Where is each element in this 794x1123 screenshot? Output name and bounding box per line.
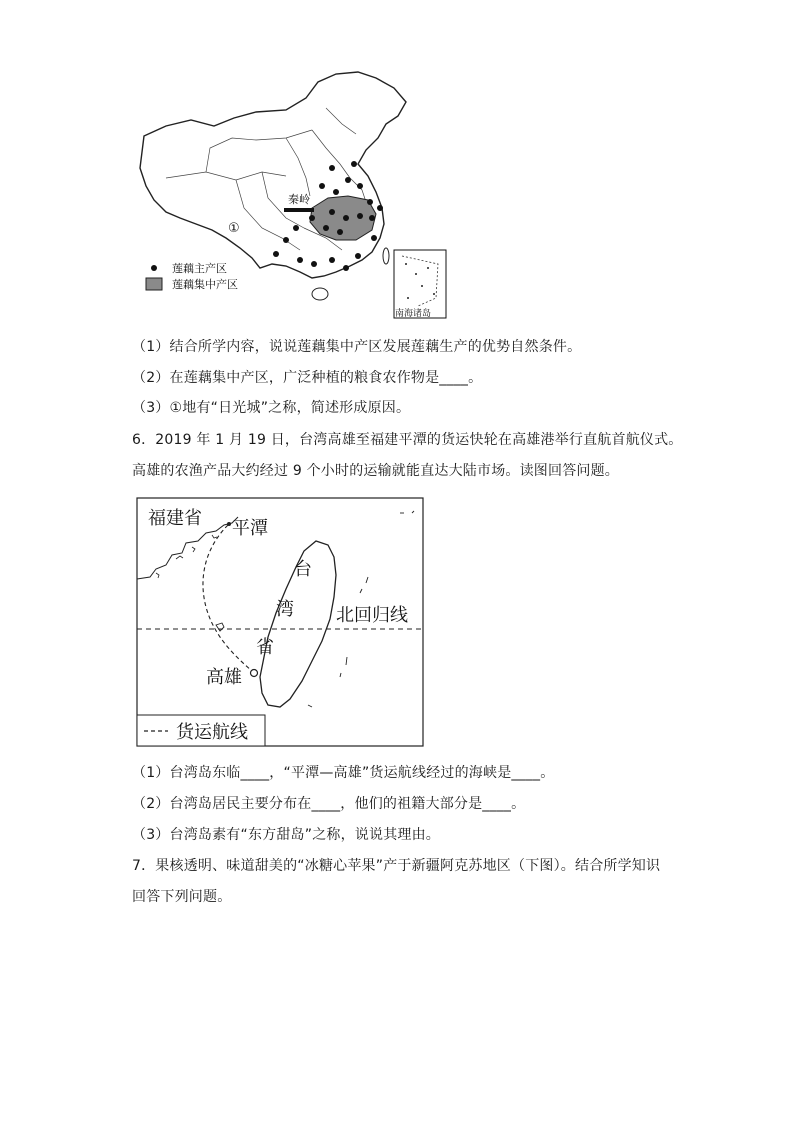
marker-1: ①: [228, 221, 240, 236]
q5-sub3: （3）①地有“日光城”之称，简述形成原因。: [132, 400, 411, 416]
china-outline: [140, 72, 406, 278]
kaohsiung-point: [251, 670, 258, 677]
tai-label: 台: [294, 559, 312, 580]
legend-concentrated-label: 莲藕集中产区: [172, 278, 238, 291]
q6-sub3: （3）台湾岛素有“东方甜岛”之称，说说其理由。: [132, 827, 441, 843]
fujian-label: 福建省: [148, 508, 202, 529]
taiwan-island: [383, 248, 389, 264]
q7-stem-line2: 回答下列问题。: [132, 889, 232, 905]
china-lotus-map: [136, 68, 448, 320]
hainan-island: [312, 288, 328, 300]
q5-sub1: （1）结合所学内容，说说莲藕集中产区发展莲藕生产的优势自然条件。: [132, 339, 582, 355]
inset-label: 南海诸岛: [395, 309, 432, 319]
qinling-bar: [284, 208, 314, 212]
legend-main-label: 莲藕主产区: [172, 262, 227, 275]
kaohsiung-label: 高雄: [206, 667, 242, 688]
inset-box: [394, 250, 446, 318]
q6-stem-line1: 6．2019 年 1 月 19 日，台湾高雄至福建平潭的货运快轮在高雄港举行直航首航仪式。: [132, 432, 683, 448]
legend-dot: [151, 265, 157, 271]
q7-stem-line1: 7．果核透明、味道甜美的“冰糖心苹果”产于新疆阿克苏地区（下图）。结合所学知识: [132, 858, 661, 874]
q5-sub2: （2）在莲藕集中产区，广泛种植的粮食农作物是____。: [132, 370, 483, 386]
q6-sub1: （1）台湾岛东临____，“平潭—高雄”货运航线经过的海峡是____。: [132, 765, 555, 781]
wan-label: 湾: [276, 599, 294, 620]
pingtan-label: 平潭: [232, 518, 268, 539]
route-legend-label: 货运航线: [176, 722, 248, 743]
qinling-label: 秦岭: [288, 193, 310, 206]
sheng-label: 省: [256, 637, 274, 658]
pingtan-point: [227, 522, 231, 526]
legend-swatch: [146, 278, 162, 290]
q6-stem-line2: 高雄的农渔产品大约经过 9 个小时的运输就能直达大陆市场。读图回答问题。: [132, 463, 620, 479]
tropic-label: 北回归线: [336, 605, 408, 626]
taiwan-route-map: [136, 497, 424, 747]
q6-sub2: （2）台湾岛居民主要分布在____，他们的祖籍大部分是____。: [132, 796, 526, 812]
